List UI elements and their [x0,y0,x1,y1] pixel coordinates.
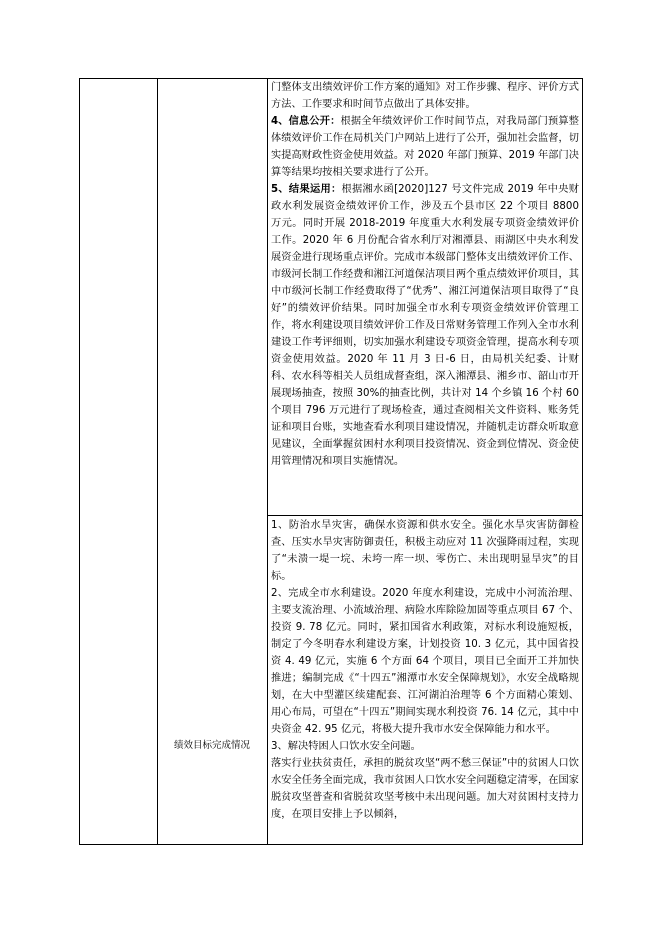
column-divider-2 [267,79,268,844]
paragraph: 门整体支出绩效评价工作方案的通知》对工作步骤、程序、评价方式方法、工作要求和时间节点做出了具体安排。 [271,82,579,110]
row-divider [267,515,582,516]
heading-result-usage: 5、结果运用： [271,184,342,195]
paragraph: 3、解决特困人口饮水安全问题。 [271,741,421,752]
paragraph: 4、信息公开：根据全年绩效评价工作时间节点，对我局部门预算整体绩效评价工作在局机关门户网站上进行了公开，强加社会监督，切实提高财政性资金使用效益。对 2020 年部门预算、2019 年部门决算等结果均按相关要求进行了公开。 [271,116,579,178]
paragraph: 5、结果运用：根据湘水函[2020]127 号文件完成 2019 年中央财政水利发展资金绩效评价工作，涉及五个县市区 22 个项目 8800 万元。同时开展 2018-2019 年度重大水利发展专项资金绩效评价工作。2020 年 6 月份配合省水利厅对湘潭县、雨湖区中央水利发展资金进行现场重点评价。完成市本级部门整体支出绩效评价工作、市级河长制工作经费和湘江河道保洁项目两个重点绩效评价项目，其中市级河长制工作经费取得了“优秀”、湘江河道保洁项目取得了“良好”的绩效评价结果。同时加强全市水利专项资金绩效评价管理工作，将水利建设项目绩效评价工作及日常财务管理工作列入全市水利建设工作考评细则，切实加强水利建设专项资金管理，提高水利专项资金使用效益。2020 年 11 月 3 日-6 日，由局机关纪委、计财科、农水科等相关人员组成督查组，深入湘潭县、湘乡市、韶山市开展现场抽查，按照 30%的抽查比例，共计对 14 个乡镇 16 个村 60 个项目 796 万元进行了现场检查，通过查阅相关文件资料、账务凭证和项目台账，实地查看水利项目建设情况，并随机走访群众听取意见建议，全面掌握贫困村水利项目投资情况、资金到位情况、资金使用管理情况和项目实施情况。 [271,184,579,467]
row-label: 绩效目标完成情况 [173,740,250,751]
column-divider-1 [157,79,158,844]
paragraph: 落实行业扶贫责任，承担的脱贫攻坚“两不愁三保证”中的贫困人口饮水安全任务全面完成，我市贫困人口饮水安全问题稳定清零，在国家脱贫攻坚普查和省脱贫攻坚考核中未出现问题。加大对贫困村支持力度，在项目安排上予以倾斜， [271,758,579,820]
heading-info-disclosure: 4、信息公开： [271,116,341,127]
evaluation-table [79,78,583,845]
paragraph: 2、完成全市水利建设。2020 年度水利建设，完成中小河流治理、主要支流治理、小流域治理、病险水库除险加固等重点项目 67 个、投资 9. 78 亿元。同时，紧扣国省水利政策，对标水利设施短板，制定了今冬明春水利建设方案，计划投资 10. 3 亿元，其中国省投资 4. 49 亿元，实施 6 个方面 64 个项目，项目已全面开工并加快推进；编制完成《“十四五”湘潭市水安全保障规划》，水安全战略规划，在大中型灌区续建配套、江河湖泊治理等 6 个方面精心策划、用心布局，可望在“十四五”期间实现水利投资 76. 14 亿元，其中中央资金 42. 95 亿元，将极大提升我市水安全保障能力和水平。 [271,588,579,735]
top-content-cell [271,79,579,470]
paragraph: 1、防治水旱灾害，确保水资源和供水安全。强化水旱灾害防御检查、压实水旱灾害防御责任，积极主动应对 11 次强降雨过程，实现了“未溃一堤一垸、未垮一库一坝、零伤亡、未出现明显旱灾”的目标。 [271,520,579,582]
bottom-content-cell [271,517,579,823]
